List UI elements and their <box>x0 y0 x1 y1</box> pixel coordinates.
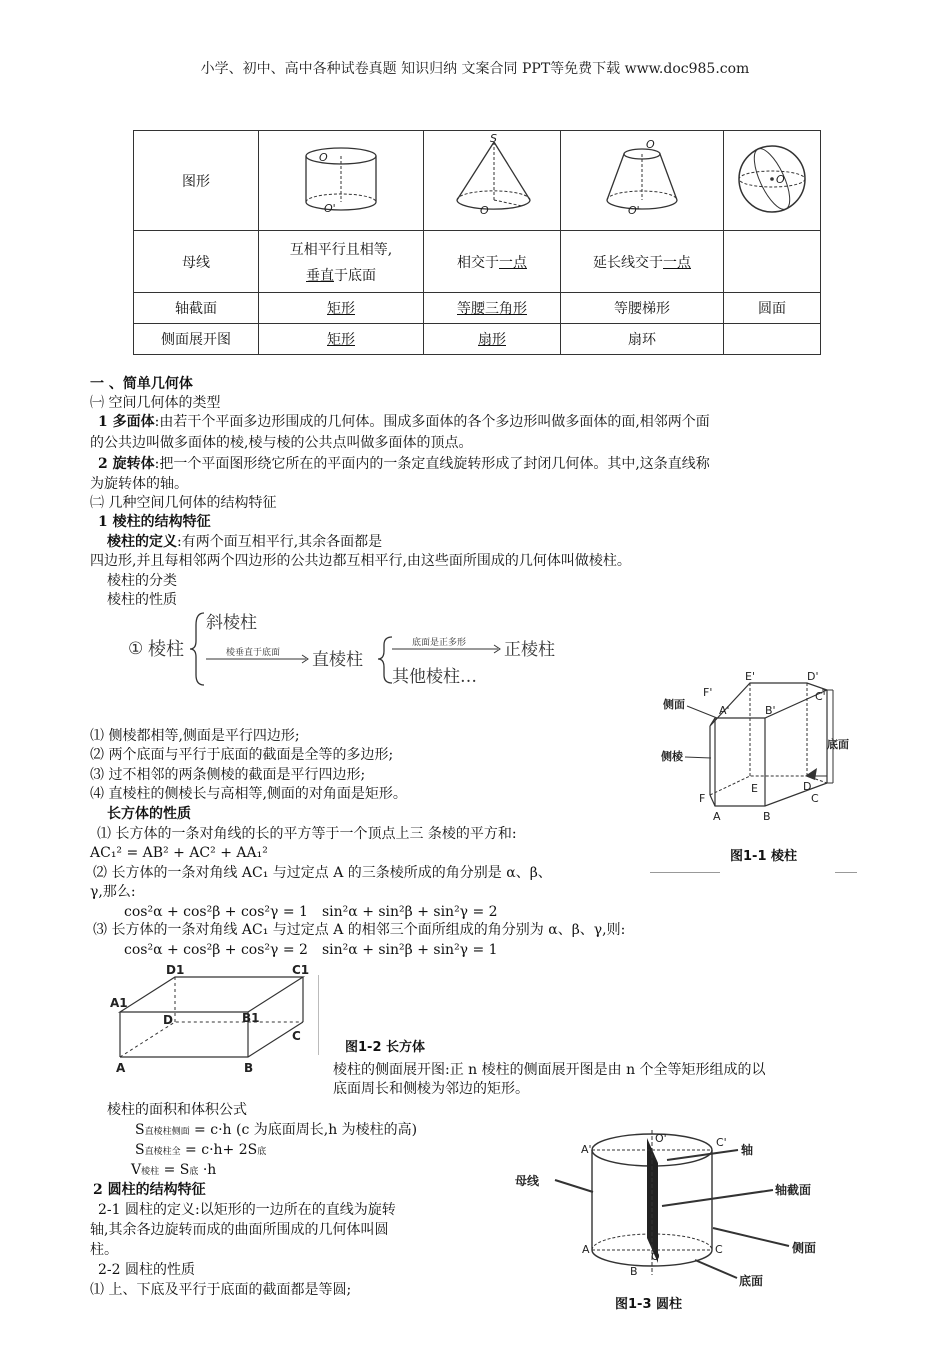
label: 棱柱的面积和体积公式 <box>107 1102 247 1118</box>
subscript: 棱柱 <box>141 1167 160 1177</box>
term: 2 旋转体 <box>98 456 155 472</box>
subsection-title: ㈠ 空间几何体的类型 <box>90 395 221 411</box>
vertex-label: B <box>244 1061 254 1075</box>
underlined-answer: 矩形 <box>327 301 355 317</box>
paragraph <box>107 533 382 552</box>
paragraph-line: 四边形,并且每相邻两个四边形的公共边都互相平行,由这些面所围成的几何体叫做棱柱。 <box>90 553 631 569</box>
vertex-label: B' <box>765 704 776 717</box>
cell-line: 互相平行且相等, <box>289 241 393 258</box>
vertex-label: B <box>763 810 771 823</box>
generatrix-label: 母线 <box>515 1174 540 1188</box>
vertex-label: B <box>630 1265 638 1278</box>
formula: sin²α + sin²β + sin²γ = 2 <box>322 904 498 920</box>
list-item: ⑴ 上、下底及平行于底面的截面都是等圆; <box>90 1282 352 1298</box>
vertex-label: D1 <box>166 963 185 977</box>
cell-text: 扇环 <box>561 324 724 355</box>
cell-text: 于底面 <box>334 267 376 284</box>
cell-text: 延长线交于 <box>593 254 663 271</box>
subscript: 直棱柱全 <box>144 1147 181 1157</box>
sphere-figure <box>724 131 821 231</box>
paragraph <box>98 455 710 474</box>
cell-text <box>724 324 821 355</box>
axial-section-label: 轴截面 <box>775 1183 812 1197</box>
text: ·h <box>198 1162 217 1178</box>
term-oblique: 斜棱柱 <box>206 613 257 633</box>
figure-caption: 图1-2 长方体 <box>345 1040 426 1055</box>
paragraph-line: 底面周长和侧棱为邻边的矩形。 <box>333 1081 529 1097</box>
section-title: 一 、简单几何体 <box>90 376 193 392</box>
base-label: 底面 <box>827 738 849 751</box>
symbol: V <box>131 1162 142 1178</box>
label-s: S <box>490 133 497 145</box>
vertex-label: D <box>803 780 812 793</box>
vertex-label: D' <box>807 670 819 683</box>
term-prism: 棱柱 <box>148 639 184 660</box>
vertex-label: O <box>651 1250 660 1263</box>
list-item: ⑵ 两个底面与平行于底面的截面是全等的多边形; <box>90 747 394 763</box>
paragraph-line: 为旋转体的轴。 <box>90 476 188 492</box>
subscript: 底 <box>189 1167 199 1177</box>
figure-cylinder <box>505 1120 835 1300</box>
label-o-prime: O' <box>628 203 640 217</box>
num: ① <box>128 639 144 659</box>
heading: 长方体的性质 <box>107 806 191 822</box>
formula <box>135 1141 266 1162</box>
figure-caption: 图1-1 棱柱 <box>730 849 798 864</box>
vertex-label: E' <box>745 670 755 683</box>
vertex-label: F' <box>703 686 713 699</box>
divider <box>835 872 857 873</box>
cell-text: 相交于 <box>457 254 499 271</box>
text: = c·h+ 2S <box>180 1142 258 1158</box>
paragraph-line: 棱柱的侧面展开图:正 n 棱柱的侧面展开图是由 n 个全等矩形组成的以 <box>333 1062 766 1078</box>
term: 棱柱的定义 <box>107 534 177 550</box>
paragraph-line: ⑵ 长方体的一条对角线 AC₁ 与过定点 A 的三条棱所成的角分别是 α、β、 <box>93 865 552 881</box>
label-o: O <box>776 172 785 186</box>
underlined-answer: 一点 <box>499 254 527 271</box>
term-right: 直棱柱 <box>312 650 363 670</box>
paragraph-line: 柱。 <box>90 1242 118 1258</box>
divider <box>318 975 319 1055</box>
paragraph-line: 2-1 圆柱的定义:以矩形的一边所在的直线为旋转 <box>98 1202 396 1218</box>
heading: 1 棱柱的结构特征 <box>98 514 211 530</box>
cell-frustum-generatrix <box>561 231 724 293</box>
term-other: 其他棱柱… <box>392 667 477 687</box>
underlined-answer: 等腰三角形 <box>457 301 527 317</box>
term: 1 多面体 <box>98 414 155 430</box>
formula <box>131 1161 216 1182</box>
row-label: 轴截面 <box>134 293 259 324</box>
paragraph-line: 的公共边叫做多面体的棱,棱与棱的公共点叫做多面体的顶点。 <box>90 435 473 451</box>
paragraph-line: γ,那么: <box>90 884 136 900</box>
vertex-label: A <box>116 1061 126 1075</box>
cell-line <box>259 265 423 285</box>
vertex-label: C <box>715 1243 723 1256</box>
subscript: 底 <box>257 1147 267 1157</box>
side-face-label: 侧面 <box>663 698 685 711</box>
formula <box>135 1121 417 1142</box>
arrow-condition: 棱垂直于底面 <box>226 648 281 658</box>
cell-cylinder-generatrix <box>259 231 424 293</box>
label-o: O <box>480 203 489 217</box>
label-o: O <box>319 150 328 164</box>
cone-figure <box>424 131 561 231</box>
text: :由若干个平面多边形围成的几何体。围成多面体的各个多边形叫做多面体的面,相邻两个面 <box>154 414 710 430</box>
vertex-label: O' <box>655 1132 667 1145</box>
text: :把一个平面图形绕它所在的平面内的一条定直线旋转形成了封闭几何体。其中,这条直线称 <box>154 456 710 472</box>
underlined-answer: 一点 <box>663 254 691 271</box>
figure-cuboid <box>108 962 328 1082</box>
side-edge-label: 侧棱 <box>661 750 683 763</box>
subsection-title: ㈡ 几种空间几何体的结构特征 <box>90 495 277 511</box>
vertex-label: A' <box>719 704 730 717</box>
cell-text: 等腰梯形 <box>561 293 724 324</box>
cell-text: 圆面 <box>724 293 821 324</box>
row-label: 图形 <box>134 131 259 231</box>
heading: 2 圆柱的结构特征 <box>93 1182 206 1198</box>
formula: AC₁² = AB² + AC² + AA₁² <box>90 845 268 861</box>
text: :有两个面互相平行,其余各面都是 <box>177 534 383 550</box>
formula: cos²α + cos²β + cos²γ = 2 <box>124 942 308 958</box>
underlined-answer: 矩形 <box>327 332 355 348</box>
vertex-label: C <box>292 1029 301 1043</box>
vertex-label: A <box>713 810 721 823</box>
label-o-prime: O' <box>324 201 336 215</box>
paragraph-line: ⑴ 长方体的一条对角线的长的平方等于一个顶点上三 条棱的平方和: <box>97 826 517 842</box>
text: = S <box>159 1162 190 1178</box>
vertex-label: D <box>163 1013 173 1027</box>
cell-sphere-generatrix <box>724 231 821 293</box>
prism-classification-diagram <box>120 605 580 690</box>
paragraph-line: ⑶ 长方体的一条对角线 AC₁ 与过定点 A 的相邻三个面所组成的角分别为 α、β、γ,则: <box>93 922 626 938</box>
paragraph <box>98 413 710 432</box>
list-item: ⑴ 侧棱都相等,侧面是平行四边形; <box>90 728 300 744</box>
text: = c·h (c 为底面周长,h 为棱柱的高) <box>189 1122 418 1138</box>
formula: sin²α + sin²β + sin²γ = 1 <box>322 942 498 958</box>
vertex-label: A' <box>581 1143 592 1156</box>
vertex-label: F <box>699 792 706 805</box>
frustum-figure <box>561 131 724 231</box>
side-face-label: 侧面 <box>792 1241 817 1255</box>
underlined-answer: 扇形 <box>478 332 506 348</box>
term-regular: 正棱柱 <box>504 640 555 660</box>
divider <box>650 872 720 873</box>
vertex-label: E <box>751 782 758 795</box>
solids-comparison-table <box>133 130 821 355</box>
vertex-label: A1 <box>110 996 128 1010</box>
symbol: S <box>135 1142 145 1158</box>
label: 棱柱的分类 <box>107 573 177 589</box>
figure-caption: 图1-3 圆柱 <box>615 1297 683 1312</box>
row-label: 侧面展开图 <box>134 324 259 355</box>
axis-label: 轴 <box>741 1143 754 1157</box>
label: 棱柱的性质 <box>107 592 177 608</box>
symbol: S <box>135 1122 145 1138</box>
vertex-label: B1 <box>242 1011 260 1025</box>
label-o: O <box>646 137 655 151</box>
vertex-label: C1 <box>292 963 310 977</box>
underlined-answer: 垂直 <box>306 267 334 284</box>
row-label: 母线 <box>134 231 259 293</box>
cell-cone-generatrix <box>424 231 561 293</box>
list-item: ⑷ 直棱柱的侧棱长与高相等,侧面的对角面是矩形。 <box>90 786 407 802</box>
arrow-condition: 底面是正多形 <box>412 638 467 648</box>
vertex-label: C' <box>815 690 826 703</box>
paragraph-line: 轴,其余各边旋转而成的曲面所围成的几何体叫圆 <box>90 1222 389 1238</box>
label: 2-2 圆柱的性质 <box>98 1262 195 1278</box>
subscript: 直棱柱侧面 <box>144 1127 190 1137</box>
vertex-label: C' <box>716 1136 727 1149</box>
formula: cos²α + cos²β + cos²γ = 1 <box>124 904 308 920</box>
page-header: 小学、初中、高中各种试卷真题 知识归纳 文案合同 PPT等免费下载 www.doc985.com <box>200 61 750 77</box>
cylinder-figure <box>259 131 424 231</box>
list-item: ⑶ 过不相邻的两条侧棱的截面是平行四边形; <box>90 767 366 783</box>
vertex-label: C <box>811 792 819 805</box>
base-label: 底面 <box>739 1274 764 1288</box>
vertex-label: A <box>582 1243 590 1256</box>
figure-prism <box>655 668 855 868</box>
